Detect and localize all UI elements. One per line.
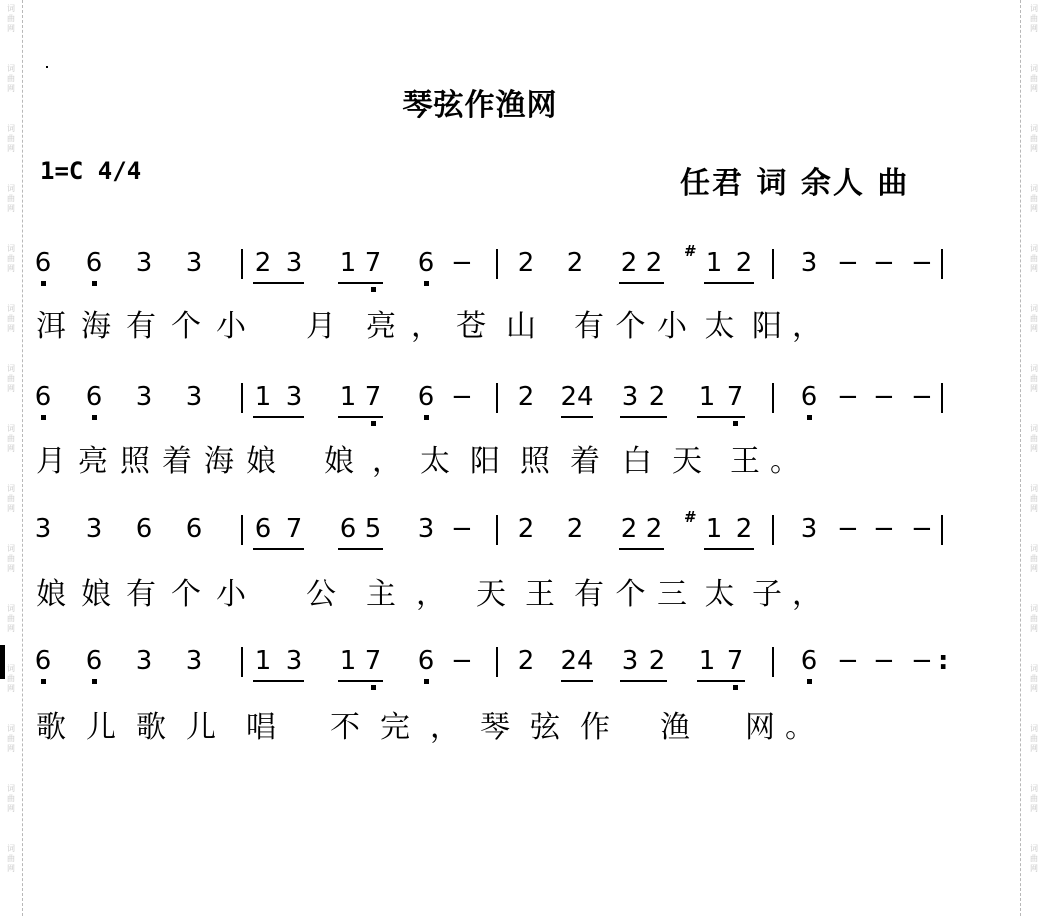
lyric-segment: 有个 [574, 577, 657, 612]
beam-underline [561, 416, 593, 418]
dash: − [837, 514, 859, 544]
beam-underline [704, 548, 754, 550]
note: 2 [645, 514, 663, 544]
beam-underline [620, 416, 667, 418]
note: 24 [560, 382, 594, 412]
dash: − [451, 514, 473, 544]
octave-dot [807, 415, 812, 420]
note: 7 [726, 382, 744, 412]
beam-underline [697, 416, 745, 418]
note: 7 [364, 646, 382, 676]
barline [496, 249, 498, 279]
sharp-sign: # [684, 242, 697, 260]
lyric-segment: 白天 [622, 444, 722, 479]
note: 2 [254, 248, 272, 278]
watermark-stamp: 词 曲 网 [7, 184, 15, 213]
barline [496, 647, 498, 677]
octave-dot [371, 685, 376, 690]
watermark-stamp: 词 曲 网 [1030, 544, 1038, 573]
note: 7 [364, 248, 382, 278]
barline [772, 249, 774, 279]
note: 5 [364, 514, 382, 544]
note: 1 [705, 514, 723, 544]
note: 3 [800, 514, 818, 544]
lyric-segment: 作 [580, 710, 610, 745]
note: 6 [85, 646, 103, 676]
note: 3 [185, 646, 203, 676]
watermark-stamp: 词 曲 网 [1030, 484, 1038, 513]
beam-underline [253, 416, 304, 418]
note: 3 [135, 646, 153, 676]
watermark-stamp: 词 曲 网 [1030, 724, 1038, 753]
lyric-segment: 渔 [660, 710, 690, 745]
octave-dot [424, 415, 429, 420]
watermark-stamp: 词 曲 网 [7, 664, 15, 693]
beam-underline [619, 282, 664, 284]
note: 7 [364, 382, 382, 412]
watermark-stamp: 词 曲 网 [7, 124, 15, 153]
watermark-stamp: 词 曲 网 [7, 844, 15, 873]
sharp-sign: # [684, 508, 697, 526]
lyric-segment: 小 [216, 309, 246, 344]
octave-dot [424, 679, 429, 684]
note: 2 [517, 248, 535, 278]
barline [496, 383, 498, 413]
dash: − [837, 382, 859, 412]
watermark-stamp: 词 曲 网 [1030, 184, 1038, 213]
dash: − [911, 382, 933, 412]
repeat-sign: : [938, 646, 949, 676]
note: 6 [34, 646, 52, 676]
note: 1 [254, 646, 272, 676]
watermark-stamp: 词 曲 网 [7, 424, 15, 453]
watermark-stamp: 词 曲 网 [7, 364, 15, 393]
lyric-segment: 王。 [730, 444, 810, 479]
watermark-stamp: 词 曲 网 [7, 604, 15, 633]
note: 3 [185, 248, 203, 278]
watermark-stamp: 词 曲 网 [1030, 4, 1038, 33]
barline [941, 383, 943, 413]
lyric-segment: 琴弦 [480, 710, 580, 745]
dash: − [911, 514, 933, 544]
barline [941, 515, 943, 545]
note: 2 [517, 382, 535, 412]
note: 3 [285, 382, 303, 412]
beam-underline [704, 282, 754, 284]
octave-dot [371, 287, 376, 292]
note: 6 [34, 248, 52, 278]
octave-dot [92, 679, 97, 684]
beam-underline [561, 680, 593, 682]
beam-underline [253, 282, 304, 284]
beam-underline [620, 680, 667, 682]
barline [941, 249, 943, 279]
watermark-stamp: 词 曲 网 [7, 64, 15, 93]
dash: − [451, 646, 473, 676]
dash: − [837, 646, 859, 676]
lyric-segment: 月亮照着海 [36, 444, 246, 479]
note: 2 [517, 514, 535, 544]
lyric-segment: 太阳照着 [420, 444, 620, 479]
note: 2 [648, 646, 666, 676]
octave-dot [733, 421, 738, 426]
note: 1 [254, 382, 272, 412]
note: 6 [417, 382, 435, 412]
dash: − [837, 248, 859, 278]
barline [772, 515, 774, 545]
dash: − [451, 248, 473, 278]
lyric-segment: 子， [752, 577, 832, 612]
watermark-stamp: 词 曲 网 [1030, 304, 1038, 333]
lyric-segment: 亮， [366, 309, 456, 344]
note: 2 [566, 514, 584, 544]
note: 3 [135, 248, 153, 278]
watermark-stamp: 词 曲 网 [7, 484, 15, 513]
dash: − [911, 248, 933, 278]
beam-underline [338, 548, 383, 550]
note: 3 [85, 514, 103, 544]
note: 6 [85, 248, 103, 278]
octave-dot [41, 679, 46, 684]
beam-underline [338, 282, 383, 284]
beam-underline [338, 680, 383, 682]
note: 6 [85, 382, 103, 412]
note: 2 [620, 248, 638, 278]
watermark-stamp: 词 曲 网 [1030, 844, 1038, 873]
note: 3 [285, 646, 303, 676]
dash: − [911, 646, 933, 676]
song-title: 琴弦作渔网 [402, 88, 558, 123]
lyric-segment: 娘 [246, 444, 276, 479]
barline [241, 383, 243, 413]
lyric-segment: 苍山 [456, 309, 556, 344]
note: 2 [566, 248, 584, 278]
note: 1 [705, 248, 723, 278]
octave-dot [92, 281, 97, 286]
note: 3 [185, 382, 203, 412]
lyric-segment: 月 [306, 309, 336, 344]
watermark-stamp: 词 曲 网 [7, 784, 15, 813]
note: 3 [34, 514, 52, 544]
note: 3 [135, 382, 153, 412]
lyric-segment: 公 [306, 577, 336, 612]
lyric-segment: 洱海有个 [36, 309, 216, 344]
note: 24 [560, 646, 594, 676]
watermark-stamp: 词 曲 网 [1030, 424, 1038, 453]
credits: 任君 词 余人 曲 [680, 166, 910, 201]
note: 6 [800, 646, 818, 676]
octave-dot [733, 685, 738, 690]
note: 3 [621, 382, 639, 412]
note: 1 [339, 248, 357, 278]
lyric-segment: 娘娘有个 [36, 577, 216, 612]
beam-underline [697, 680, 745, 682]
octave-dot [371, 421, 376, 426]
note: 2 [645, 248, 663, 278]
lyric-segment: 娘， [324, 444, 420, 479]
note: 2 [735, 248, 753, 278]
beam-underline [619, 548, 664, 550]
note: 1 [339, 382, 357, 412]
note: 2 [735, 514, 753, 544]
note: 7 [285, 514, 303, 544]
lyric-segment: 不 [330, 710, 360, 745]
note: 3 [285, 248, 303, 278]
note: 3 [417, 514, 435, 544]
note: 2 [517, 646, 535, 676]
lyric-segment: 阳， [752, 309, 832, 344]
final-barline-thick [0, 645, 5, 679]
key-signature: 1=C 4/4 [40, 157, 142, 185]
watermark-stamp: 词 曲 网 [1030, 604, 1038, 633]
watermark-stamp: 词 曲 网 [7, 304, 15, 333]
dash: − [873, 382, 895, 412]
note: 2 [648, 382, 666, 412]
lyric-segment: 天王 [476, 577, 574, 612]
dash: − [451, 382, 473, 412]
octave-dot [92, 415, 97, 420]
dash: − [873, 646, 895, 676]
beam-underline [253, 548, 304, 550]
watermark-stamp: 词 曲 网 [1030, 664, 1038, 693]
watermark-stamp: 词 曲 网 [7, 724, 15, 753]
barline [772, 383, 774, 413]
lyric-segment: 唱 [246, 710, 276, 745]
barline [772, 647, 774, 677]
dash: − [873, 514, 895, 544]
watermark-stamp: 词 曲 网 [1030, 124, 1038, 153]
barline [241, 515, 243, 545]
octave-dot [807, 679, 812, 684]
barline [241, 647, 243, 677]
lyric-segment: 小太 [657, 309, 752, 344]
barline [241, 249, 243, 279]
beam-underline [253, 680, 304, 682]
lyric-segment: 小 [216, 577, 246, 612]
note: 7 [726, 646, 744, 676]
note: 6 [254, 514, 272, 544]
note: 1 [339, 646, 357, 676]
note: 3 [621, 646, 639, 676]
note: 6 [185, 514, 203, 544]
note: 6 [417, 646, 435, 676]
watermark-stamp: 词 曲 网 [7, 544, 15, 573]
watermark-stamp: 词 曲 网 [1030, 244, 1038, 273]
beam-underline [338, 416, 383, 418]
note: 2 [620, 514, 638, 544]
octave-dot [41, 415, 46, 420]
watermark-stamp: 词 曲 网 [1030, 364, 1038, 393]
lyric-segment: 完， [380, 710, 480, 745]
note: 6 [800, 382, 818, 412]
watermark-stamp: 词 曲 网 [7, 4, 15, 33]
lyric-segment: 三太 [657, 577, 752, 612]
note: 6 [135, 514, 153, 544]
lyric-segment: 网。 [745, 710, 825, 745]
watermark-stamp: 词 曲 网 [7, 244, 15, 273]
lyric-segment: 歌儿歌儿 [36, 710, 236, 745]
note: 3 [800, 248, 818, 278]
note: 6 [417, 248, 435, 278]
note: 6 [34, 382, 52, 412]
note: 1 [698, 382, 716, 412]
note: 6 [339, 514, 357, 544]
lyric-segment: 主， [366, 577, 466, 612]
octave-dot [41, 281, 46, 286]
note: 1 [698, 646, 716, 676]
watermark-stamp: 词 曲 网 [1030, 784, 1038, 813]
dash: − [873, 248, 895, 278]
octave-dot [424, 281, 429, 286]
watermark-stamp: 词 曲 网 [1030, 64, 1038, 93]
lyric-segment: 有个 [574, 309, 657, 344]
barline [496, 515, 498, 545]
